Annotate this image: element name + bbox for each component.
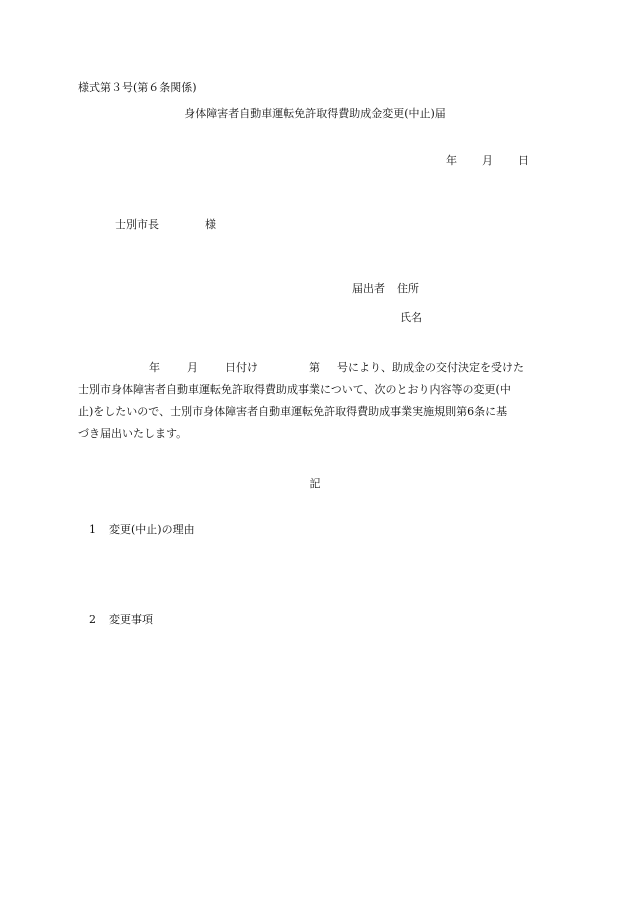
item-label: 変更事項 <box>109 613 153 626</box>
item-number: 2 <box>89 613 96 626</box>
date-day-label: 日 <box>518 154 529 167</box>
body-month-label: 月 <box>187 361 198 374</box>
body-line-2: 士別市身体障害者自動車運転免許取得費助成事業について、次のとおり内容等の変更(中 <box>78 383 511 396</box>
body-line-4: づき届出いたします。 <box>78 427 188 440</box>
date-year-label: 年 <box>446 154 457 167</box>
list-item <box>89 524 195 535</box>
applicant-address-row <box>352 283 419 294</box>
item-label: 変更(中止)の理由 <box>109 523 195 536</box>
applicant-label: 届出者 <box>352 282 385 295</box>
list-item <box>89 614 153 625</box>
document-title: 身体障害者自動車運転免許取得費助成金変更(中止)届 <box>184 107 446 120</box>
body-dated-label: 日付け <box>225 361 258 374</box>
body-line-1 <box>78 357 552 379</box>
body-line-3: 止)をしたいので、士別市身体障害者自動車運転免許取得費助成事業実施規則第6条に基 <box>78 405 508 418</box>
ki-heading: 記 <box>309 477 321 490</box>
body-dai-label: 第 <box>309 361 320 374</box>
item-number: 1 <box>89 523 96 536</box>
body-paragraph <box>78 357 552 445</box>
applicant-name-label: 氏名 <box>400 311 422 324</box>
date-month-label: 月 <box>482 154 493 167</box>
applicant-address-label: 住所 <box>397 282 419 295</box>
addressee <box>115 219 216 230</box>
body-year-label: 年 <box>149 361 160 374</box>
addressee-honorific: 様 <box>205 218 216 231</box>
body-line-1-rest: 号により、助成金の交付決定を受けた <box>337 361 524 374</box>
date-line <box>446 155 529 166</box>
form-number: 様式第３号(第６条関係) <box>78 81 197 94</box>
addressee-name: 士別市長 <box>115 218 159 231</box>
